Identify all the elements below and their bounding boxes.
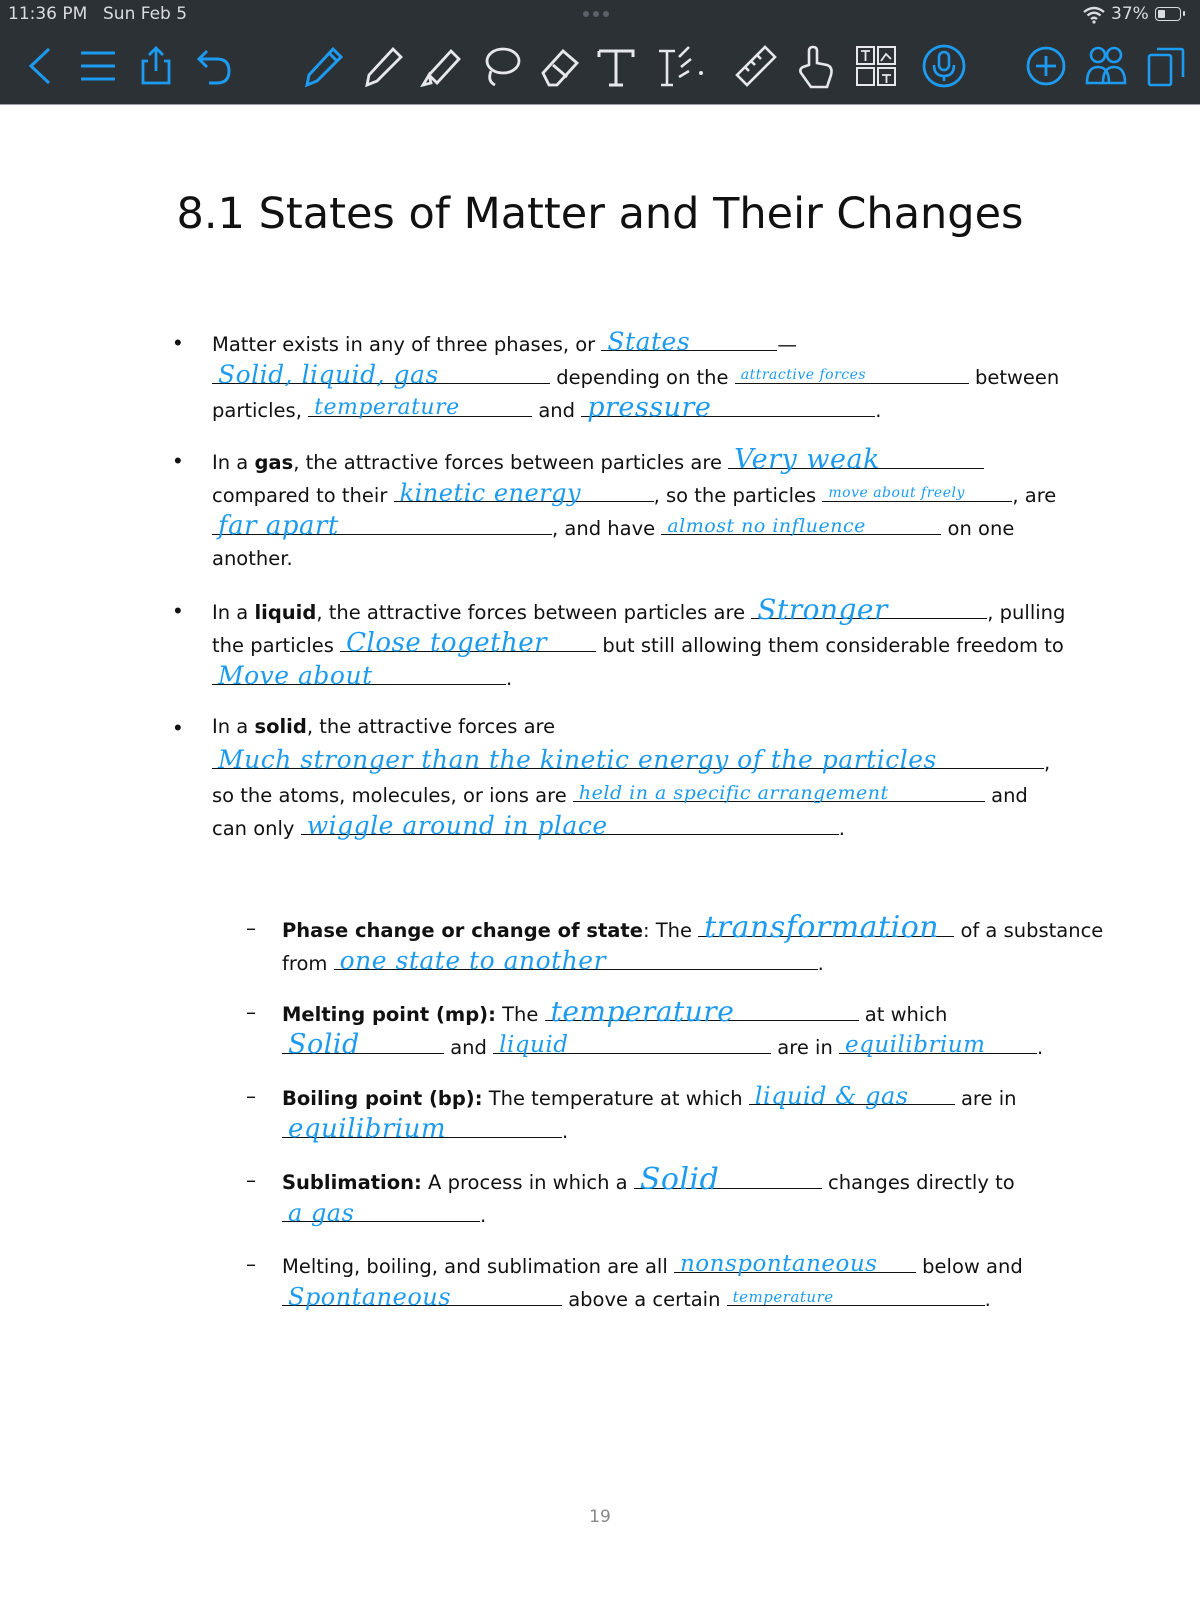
s3-line-3: Move about . [212, 664, 512, 691]
blank-mp-liquid[interactable] [493, 1032, 771, 1058]
d2-line-2: Solid and liquid are in equilibrium . [282, 1033, 1043, 1060]
blank-move-freely[interactable] [822, 481, 1012, 502]
dash: – [246, 1000, 256, 1024]
blank-bp-equilibrium[interactable] [282, 1114, 562, 1144]
highlighter-tool[interactable] [414, 40, 466, 92]
s1-line-3: particles, temperature and pressure . [212, 392, 882, 423]
bullet: • [174, 715, 182, 740]
handwriting: move about freely [828, 485, 965, 501]
blank-phases[interactable] [601, 327, 777, 356]
blank-mp-temperature[interactable] [545, 995, 859, 1028]
handwriting: attractive forces [740, 367, 867, 383]
d1-line-1: Phase change or change of state: The transformation of a substance [282, 910, 1104, 945]
elements-icon [853, 43, 899, 89]
share-button[interactable] [130, 40, 182, 92]
handwriting: Move about [218, 661, 373, 690]
d5-line-2: Spontaneous above a certain temperature . [282, 1285, 991, 1312]
dash: – [246, 1168, 256, 1192]
blank-certain-temperature[interactable] [727, 1285, 985, 1306]
blank-transformation[interactable] [698, 910, 954, 945]
blank-solid-forces[interactable] [212, 745, 1044, 774]
s3-line-1: In a liquid, the attractive forces between particles are Stronger , pulling [212, 593, 1066, 626]
dash: – [246, 1084, 256, 1108]
highlighter-icon [417, 43, 463, 89]
ruler-tool[interactable] [730, 40, 782, 92]
handwriting: almost no influence [667, 515, 866, 537]
bullet: • [174, 330, 182, 355]
blank-specific-arrangement[interactable] [573, 781, 985, 802]
s1-line-2: Solid, liquid, gas depending on the attractive forces between [212, 363, 1059, 390]
handwriting: equilibrium [845, 1032, 986, 1058]
s4-line-3: so the atoms, molecules, or ions are held in a specific arrangement and [212, 782, 1028, 807]
blank-liquid-forces[interactable] [751, 593, 987, 626]
blank-mp-equilibrium[interactable] [839, 1032, 1037, 1058]
blank-bp-phases[interactable] [749, 1082, 955, 1110]
s3-line-2: the particles Close together but still allowing them considerable freedom to [212, 628, 1064, 658]
handwriting: liquid [499, 1032, 569, 1058]
hand-icon [793, 43, 839, 89]
handwriting: far apart [218, 511, 339, 541]
menu-icon [75, 43, 121, 89]
d3-line-2: equilibrium . [282, 1117, 568, 1144]
ruler-icon [733, 43, 779, 89]
handwriting: Close together [346, 628, 548, 658]
battery-percent: 37% [1111, 4, 1149, 24]
add-icon [1023, 43, 1069, 89]
dash: – [246, 916, 256, 940]
pencil-tool[interactable] [356, 40, 408, 92]
blank-move-about[interactable] [212, 661, 506, 690]
microphone-icon [921, 43, 967, 89]
handwriting: kinetic energy [399, 479, 582, 507]
d5-line-1: Melting, boiling, and sublimation are all nonspontaneous below and [282, 1251, 1023, 1278]
pencil-icon [359, 43, 405, 89]
status-date: Sun Feb 5 [103, 4, 188, 24]
page-title: 8.1 States of Matter and Their Changes [176, 189, 1024, 239]
blank-wiggle[interactable] [301, 811, 839, 840]
pages-icon [1143, 43, 1189, 89]
bullet: • [174, 448, 182, 473]
menu-button[interactable] [72, 40, 124, 92]
toolbar [0, 30, 1200, 104]
handwriting: transformation [704, 910, 940, 945]
hand-tool[interactable] [790, 40, 842, 92]
s2-line-2: compared to their kinetic energy , so the particles move about freely , are [212, 479, 1057, 507]
handwriting: Very weak [734, 444, 880, 475]
blank-pressure[interactable] [581, 392, 875, 423]
text-tool[interactable] [590, 40, 642, 92]
lasso-tool[interactable] [474, 40, 526, 92]
handwriting: nonspontaneous [679, 1251, 878, 1277]
pen-gesture-icon [649, 43, 695, 89]
blank-far-apart[interactable] [212, 511, 552, 541]
back-icon [19, 43, 65, 89]
wifi-icon [1083, 6, 1105, 24]
blank-temperature[interactable] [308, 395, 532, 420]
handwriting: Stronger [757, 593, 888, 626]
status-bar [0, 0, 1200, 30]
handwriting: Solid [288, 1029, 360, 1060]
handwriting: Solid, liquid, gas [218, 360, 439, 389]
blank-sublimation-gas[interactable] [282, 1199, 480, 1227]
bullet: • [174, 598, 182, 623]
eraser-icon [537, 43, 583, 89]
blank-nonspontaneous[interactable] [674, 1251, 916, 1277]
lasso-icon [477, 43, 523, 89]
handwriting: temperature [732, 1288, 834, 1306]
multitasking-grabber[interactable] [583, 11, 615, 19]
pen-tool[interactable] [296, 40, 348, 92]
handwriting: States [607, 327, 691, 356]
handwriting: Spontaneous [288, 1283, 452, 1311]
blank-one-state[interactable] [334, 946, 818, 975]
text-icon [593, 43, 639, 89]
blank-spontaneous[interactable] [282, 1283, 562, 1311]
s4-line-4: can only wiggle around in place . [212, 811, 845, 840]
dash: – [246, 1252, 256, 1276]
blank-no-influence[interactable] [661, 514, 941, 535]
d4-line-2: a gas . [282, 1201, 486, 1228]
handwriting: temperature [314, 395, 460, 420]
notebook-page[interactable] [0, 104, 1200, 1601]
pen-icon [299, 43, 345, 89]
blank-three-states[interactable] [212, 360, 550, 389]
handwriting: a gas [288, 1199, 355, 1227]
d4-line-1: Sublimation: A process in which a Solid changes directly to [282, 1162, 1015, 1197]
blank-mp-solid[interactable] [282, 1029, 444, 1060]
elements-tool[interactable] [850, 40, 902, 92]
blank-kinetic-energy[interactable] [394, 479, 654, 507]
handwriting: Much stronger than the kinetic energy of the particles [218, 745, 937, 774]
handwriting: held in a specific arrangement [578, 782, 889, 804]
s1-line-1: Matter exists in any of three phases, or States — [212, 327, 797, 356]
share-icon [133, 43, 179, 89]
undo-icon [193, 43, 239, 89]
s2-line-1: In a gas, the attractive forces between particles are Very weak [212, 448, 984, 475]
collaborate-icon [1083, 43, 1129, 89]
handwriting: one state to another [339, 946, 607, 975]
status-time: 11:36 PM [8, 4, 88, 24]
page-number: 19 [589, 1507, 611, 1527]
blank-sublimation-solid[interactable] [634, 1162, 822, 1197]
eraser-tool[interactable] [534, 40, 586, 92]
handwriting: equilibrium [288, 1114, 447, 1144]
collaborate-button[interactable] [1080, 40, 1132, 92]
pen-gesture-tool[interactable] [646, 40, 698, 92]
add-button[interactable] [1020, 40, 1072, 92]
handwriting: temperature [550, 995, 735, 1028]
d1-line-2: from one state to another . [282, 946, 824, 975]
pages-button[interactable] [1140, 40, 1192, 92]
battery-icon [1155, 7, 1181, 21]
blank-attractive-forces[interactable] [735, 363, 969, 384]
blank-gas-forces[interactable] [728, 444, 984, 475]
microphone-button[interactable] [918, 40, 970, 92]
undo-button[interactable] [190, 40, 242, 92]
handwriting: liquid & gas [754, 1082, 909, 1110]
d2-line-1: Melting point (mp): The temperature at which [282, 995, 948, 1028]
handwriting: Solid [639, 1162, 720, 1197]
s4-line-2: Much stronger than the kinetic energy of the particles , [212, 748, 1050, 775]
blank-close-together[interactable] [340, 628, 596, 658]
back-button[interactable] [16, 40, 68, 92]
d3-line-1: Boiling point (bp): The temperature at which liquid & gas are in [282, 1082, 1017, 1110]
s2-line-4: another. [212, 547, 293, 570]
handwriting: wiggle around in place [306, 811, 608, 840]
s4-line-1: In a solid, the attractive forces are [212, 715, 556, 738]
handwriting: pressure [587, 392, 712, 423]
s2-line-3: far apart , and have almost no influence on one [212, 514, 1014, 541]
